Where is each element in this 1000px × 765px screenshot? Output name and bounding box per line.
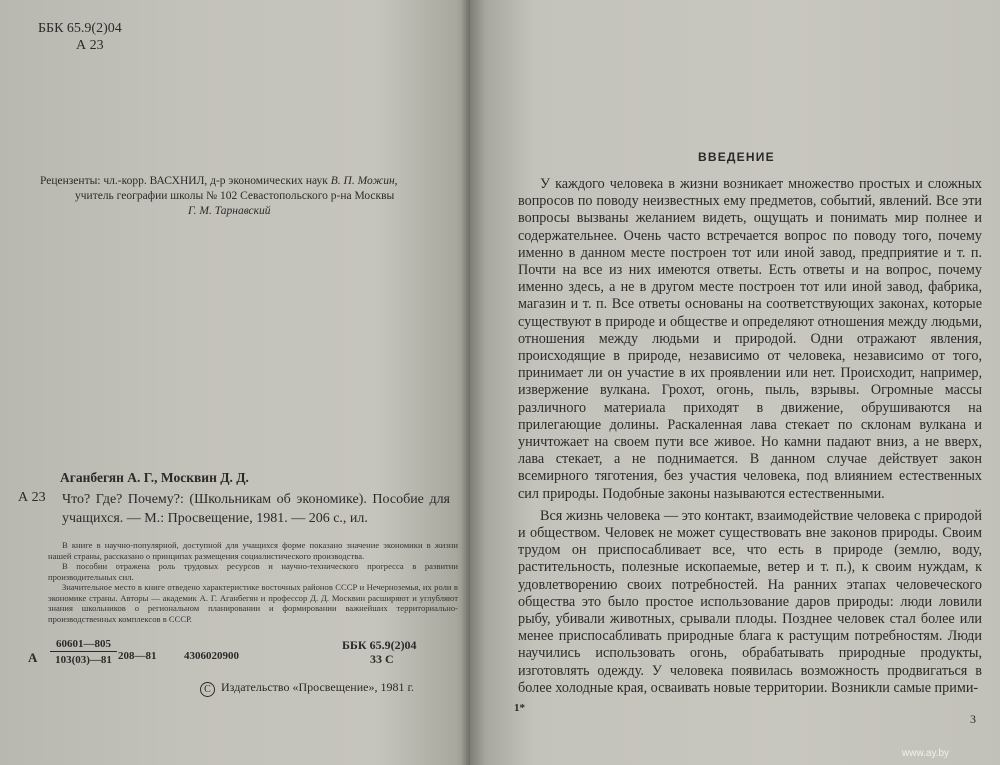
reviewers-prefix: Рецензенты: чл.-корр. ВАСХНИЛ, д-р экономических наук <box>40 175 331 187</box>
imprint-code-3: 4306020900 <box>184 650 239 662</box>
signature-mark: 1* <box>514 702 525 714</box>
annotation-paragraph: В пособии отражена роль трудовых ресурсов и научно-технического прогресса в развитии производительных сил. <box>48 561 458 582</box>
body-paragraph: У каждого человека в жизни возникает множество простых и сложных вопросов по поводу неизвестных ему предметов, событий, явлений. Все эти вопросы вызваны желанием видеть, ощущать и понимать мир полнее и содержательнее. Очень часто встречается вопрос по поводу того, почему именно в данном месте построен тот или иной завод, предприятие и т. п. Почти на все из них имеются ответы. Есть ответы и на вопрос, почему именно здесь, а не в другом месте построен тот или иной завод, фабрика, магазин и т. п. Все ответы основаны на соответствующих законах, которые существуют в природе и обществе и определяют отношения между людьми, отношения между людьми и природой. Одни отражают явления, происходящие в природе, независимо от человека, независимо от того, принимает ли он участие в их проявлении или нет. Происходит, например, извержение вулкана. Грохот, огонь, пыль, взрывы. Огромные массы различного материала приходят в движение, обрушиваются на прилегающие долины. Раскаленная лава стекает по склонам вулкана и уничтожает на своем пути все живое. Но камни падают вниз, а не вверх, лава стекает, а не поднимается. В данном случае действует закон всемирного тяготения, без участия человека, под влиянием естественных сил природы. Подобные законы называются естественными. <box>518 176 982 502</box>
imprint-fraction <box>50 638 117 666</box>
annotation-paragraph: Значительное место в книге отведено характеристике восточных районов СССР и Нечерноземья, их роли в экономике страны. Авторы — академик А. Г. Аганбегян и профессор Д. Д. Москвин расширяют и углубляют знания школьников о региональном планировании и формировании важнейших территориально-производственных комплексов в СССР. <box>48 582 458 624</box>
annotation <box>48 540 458 624</box>
bbk-code: ББК 65.9(2)04 <box>38 21 122 36</box>
bibliographic-description: Что? Где? Почему?: (Школьникам об экономике). Пособие для учащихся. — М.: Просвещение, 1981. — 206 с., ил. <box>62 492 450 526</box>
imprint-numerator: 60601—805 <box>50 638 117 652</box>
catalog-code: А 23 <box>18 490 46 505</box>
copyright-line <box>200 680 414 697</box>
body-text <box>518 176 982 702</box>
imprint-bbk: ББК 65.9(2)04 <box>342 638 417 652</box>
reviewer-name-1: В. П. Можин, <box>330 175 398 187</box>
chapter-title: ВВЕДЕНИЕ <box>698 150 775 164</box>
imprint-letter: А <box>28 650 38 665</box>
catalog-letter: А 23 <box>76 38 104 53</box>
body-paragraph: Вся жизнь человека — это контакт, взаимодействие человека с природой и обществом. Человек не может существовать вне законов природы. Своим трудом он приспосабливает все, что есть в природе (землю, воду, растительность, полезные ископаемые, ветер и т. п.), к своим нуждам, к удовлетворению своих потребностей. На ранних этапах человеческого общества это было простое использование даров природы: люди ловили рыбу, убивали животных, срывали плоды. Позднее человек стал более или менее приспосабливать природные блага к растущим потребностям. Люди научились использовать огонь, обрабатывать природные продукты, изготовлять одежду. У человека появилась возможность продвигаться в более холодные края, осваивать новые территории. Возникли самые прими- <box>518 507 982 696</box>
imprint-code-2: 208—81 <box>118 650 157 662</box>
authors: Аганбегян А. Г., Москвин Д. Д. <box>60 470 249 485</box>
right-page <box>470 0 1000 765</box>
imprint-class: 33 С <box>370 652 394 666</box>
imprint-denominator: 103(03)—81 <box>55 654 112 666</box>
watermark: www.ay.by <box>902 748 950 759</box>
page-number: 3 <box>970 712 976 726</box>
bbk-header <box>38 20 122 54</box>
copyright-icon: C <box>200 682 215 697</box>
annotation-paragraph: В книге в научно-популярной, доступной для учащихся форме показано значение экономики в жизни нашей страны, рассказано о принципах размещения социалистического производства. <box>48 540 458 561</box>
reviewers-line-1 <box>40 174 460 189</box>
reviewers-block <box>40 174 460 219</box>
left-page <box>0 0 470 765</box>
reviewers-line-2: учитель географии школы № 102 Севастопольского р-на Москвы <box>75 190 395 202</box>
reviewer-name-2: Г. М. Тарнавский <box>188 205 271 217</box>
copyright-text: Издательство «Просвещение», 1981 г. <box>221 680 415 694</box>
